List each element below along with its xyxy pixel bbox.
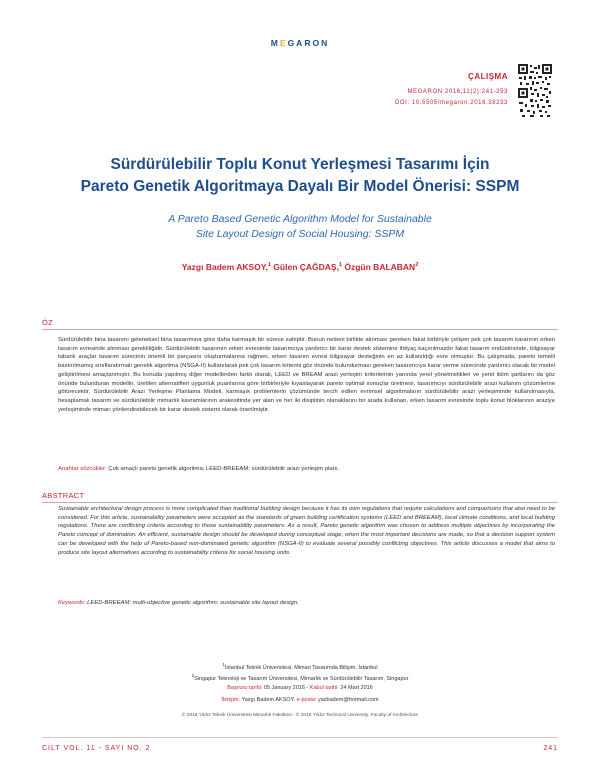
abstract-heading: ABSTRACT xyxy=(42,491,558,503)
page-number: 241 xyxy=(543,745,558,752)
copyright: © 2016 Yıldız Teknik Üniversitesi Mimarlık Fakültesi - © 2016 Yıldız Technical University, Faculty of Architecture xyxy=(181,713,419,718)
title-english: A Pareto Based Genetic Algorithm Model for Sustainable Site Layout Design of Social Housing: SSPM xyxy=(168,213,432,240)
abstract-body: Sustainable architectural design process is more complicated than traditional building design because it has its own regulations that require calculations and comparisons that also need to be considered. For this article, sustainability parameters were accepted as the standards of green building certification systems (LEED and BREEAM), local climate conditions, and local building regulations. There are conflicting criteria according to those sustainability parameters. As a result, Pareto genetic algorithm was chosen to address multiple objectives by incorporating the Pareto concept of domination. An efficient, sustainable design should be developed during conceptual stage, when the most important decisions are made, so that a decision support system can be developed with the help of Pareto-based non-dominated genetic algorithm (NSGA-II) to evaluate several possibly conflicting objectives. This article discusses a model that aims to produce site layout alternatives according to sustainability criteria for social housing units. xyxy=(58,506,555,556)
keywords-turkish: Anahtar sözcükler: Çok amaçlı pareto genetik algoritma; LEED-BREEAM; sürdürülebilir arazi yerleşim planı. xyxy=(58,466,340,472)
doi-link[interactable]: DOI: 10.5505/megaron.2016.38233 xyxy=(394,100,508,106)
oz-body: Sürdürülebilir bina tasarımı geleneksel bina tasarımına göre daha karmaşık bir sürece sahiptir. Bunun nedeni birlikte alınması gereken fakat birbiriyle çelişen pek çok tasarım kararının erken tasarım evresinde alınması gerekliliğidir. Sürdürülebilir tasarımın erken evresinde tasarımcıya yardımcı bir karar destek sistemine ihtiyaç kaçınılmazdır fakat tasarım endüstrisinde, bilgisayar tabanlı araçlar tasarım sürecinin önemli bir parçasını oluşturmalarına rağmen, erken tasarım evresi bilgisayar desteğinin en az kullanıldığı evre olmuştur. Bu çalışmada, pareto temelli bastırılmamış sınıflandırmalı genetik algoritma (NSGA-II) kullanılarak pek çok tasarım kriterini göz önünde bulundurması gereken tasarımcıya karar verme sürecinde yardımcı olacak bir model geliştirilmesi amaçlanmıştır. Bu konuda yapılmış diğer modellerden farklı olarak, LEED ve BREAM arazi yerleşim kriterlerinin yanında yerel yönetmelikleri ve yerel iklim şartlarını da göz önünde bulunduran modellin, üretilen alternatifleri uygunluk puanlarına göre birbirleriyle kıyaslayarak pareto optimal sonuçlar üretmesi, tasarımcıyı sürdürülebilir arazi kullanım çözümlerine götürecektir. Sürdürülebilir Arazi Yerleşme Planlama Modeli, karmaşık problemlerin çözümünde tercih edilen evrimsel algoritmaların sürdürülebilir arazi yerleşiminde kullanılmasıyla, hesaplamalı tasarım ve sürdürülebilir mimarlık kavramlarının arakesitinde yer alan ve her iki disiplinin olanaklarını bir arada kullanan, erken tasarım evresinde toplu konut bloklarının araziye yerleşiminde mimarı yönlendirebilecek bir karar destek sistemi olarak önerilmiştir. xyxy=(58,337,555,413)
author-list: Yazgı Badem AKSOY,$^1$ Gülen ÇAĞDAŞ,$^1$ Özgün BALABAN$^2$ xyxy=(181,262,419,272)
keywords-english: Keywords: LEED-BREEAM; multi-objective genetic algorithm; sustainable site layout design. xyxy=(58,600,299,606)
article-type: ÇALIŞMA xyxy=(468,72,508,81)
qr-code-icon xyxy=(518,64,552,118)
citation: MEGARON 2016;11(2):241-253 xyxy=(407,89,508,95)
email-link[interactable]: yazbadem@hotmail.com xyxy=(316,697,379,703)
article-meta xyxy=(395,72,508,109)
journal-logo: MEGARON xyxy=(270,38,330,48)
footer-divider xyxy=(42,737,558,738)
volume-info: CİLT VOL. 11 - SAYI NO. 2 xyxy=(42,745,151,752)
affiliations: $^1$İstanbul Teknik Üniversitesi, Mimari Tasarımda Bilişim, İstanbul $^2$Singapur Teknoloji ve Tasarım Üniversitesi, Mimarlık ve Sürdürülebilir Tasarım, Singapur xyxy=(191,662,409,683)
oz-heading: ÖZ xyxy=(42,318,558,330)
submission-dates: Başvuru tarihi: 05 January 2016 - Kabul tarihi: 24 Mart 2016 xyxy=(227,685,373,691)
title-turkish: Sürdürülebilir Toplu Konut Yerleşmesi Tasarımı İçin Pareto Genetik Algoritmaya Dayalı Bir Model Önerisi: SSPM xyxy=(80,156,520,195)
contact-info: İletişim: Yazgı Badem AKSOY. e-posta: yazbadem@hotmail.com xyxy=(221,697,379,703)
